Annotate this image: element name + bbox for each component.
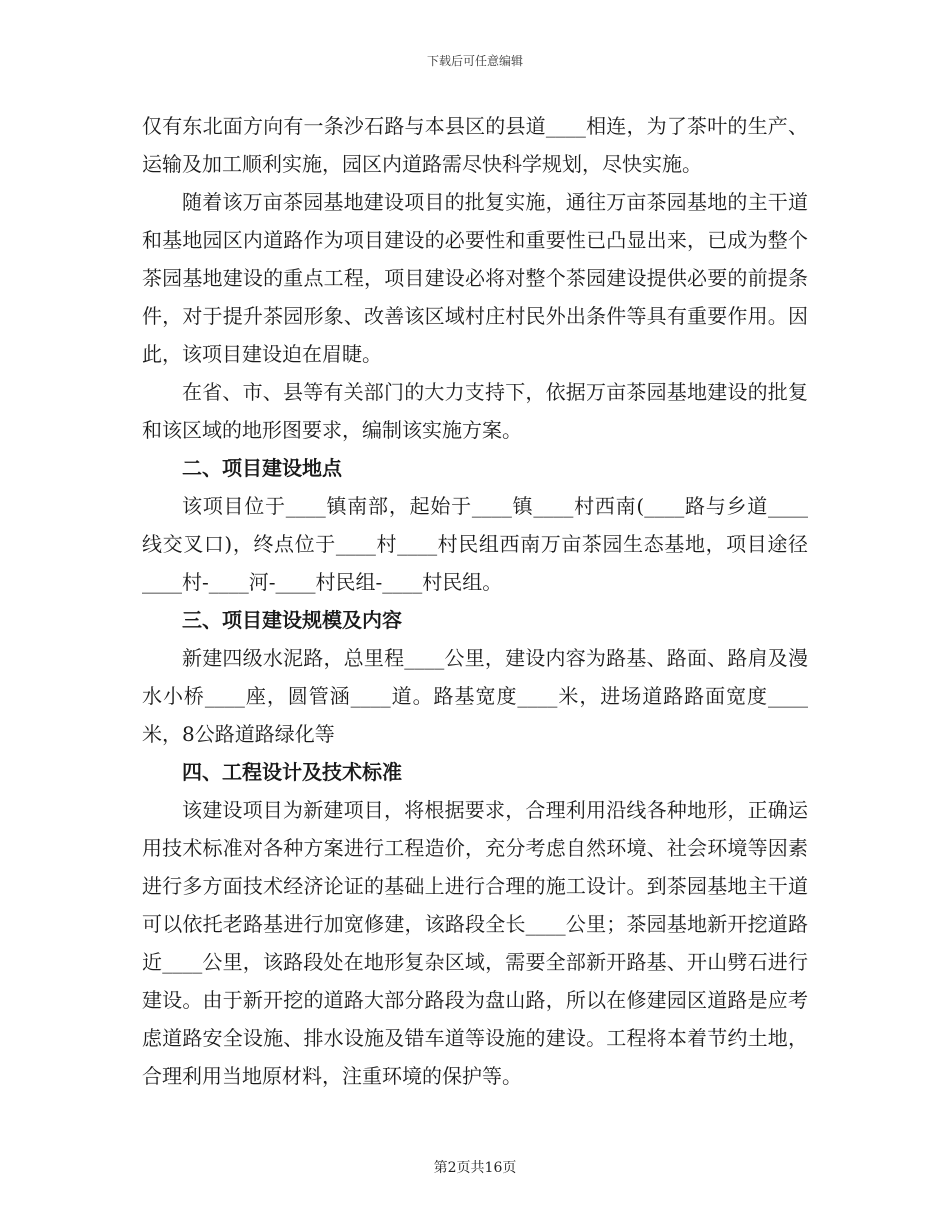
paragraph-project-necessity: 随着该万亩茶园基地建设项目的批复实施，通往万亩茶园基地的主干道和基地园区内道路作为项目建设的必要性和重要性已凸显出来，已成为整个茶园基地建设的重点工程，项目建设必将对整个茶园建设提供必要的前提条件，对于提升茶园形象、改善该区域村庄村民外出条件等具有重要作用。因此，该项目建设迫在眉睫。 bbox=[142, 190, 808, 366]
page-header: 下载后可任意编辑 bbox=[426, 54, 523, 68]
paragraph-support: 在省、市、县等有关部门的大力支持下，依据万亩茶园基地建设的批复和该区域的地形图要求，编制该实施方案。 bbox=[142, 380, 808, 442]
paragraph-continuation: 仅有东北面方向有一条沙石路与本县区的县道____相连，为了茶叶的生产、运输及加工顺利实施，园区内道路需尽快科学规划，尽快实施。 bbox=[142, 114, 808, 176]
paragraph-design: 该建设项目为新建项目，将根据要求，合理利用沿线各种地形，正确运用技术标准对各种方案进行工程造价，充分考虑自然环境、社会环境等因素进行多方面技术经济论证的基础上进行合理的施工设计。到茶园基地主干道可以依托老路基进行加宽修建，该路段全长____公里；茶园基地新开挖道路近____公里，该路段处在地形复杂区域，需要全部新开路基、开山劈石进行建设。由于新开挖的道路大部分路段为盘山路，所以在修建园区道路是应考虑道路安全设施、排水设施及错车道等设施的建设。工程将本着节约土地，合理利用当地原材料，注重环境的保护等。 bbox=[142, 798, 808, 1088]
section-heading-location: 二、项目建设地点 bbox=[182, 456, 342, 480]
page-footer: 第2页共16页 bbox=[433, 1160, 517, 1176]
paragraph-scale: 新建四级水泥路，总里程____公里，建设内容为路基、路面、路肩及漫水小桥____座，圆管涵____道。路基宽度____米，进场道路路面宽度____米，8公路道路绿化等 bbox=[142, 646, 808, 746]
section-heading-design: 四、工程设计及技术标准 bbox=[182, 760, 402, 784]
document-body bbox=[142, 107, 808, 1095]
paragraph-location: 该项目位于____镇南部，起始于____镇____村西南(____路与乡道____线交叉口)，终点位于____村____村民组西南万亩茶园生态基地，项目途径____村-____河-____村民组-____村民组。 bbox=[142, 494, 808, 594]
section-heading-scale: 三、项目建设规模及内容 bbox=[182, 608, 402, 632]
